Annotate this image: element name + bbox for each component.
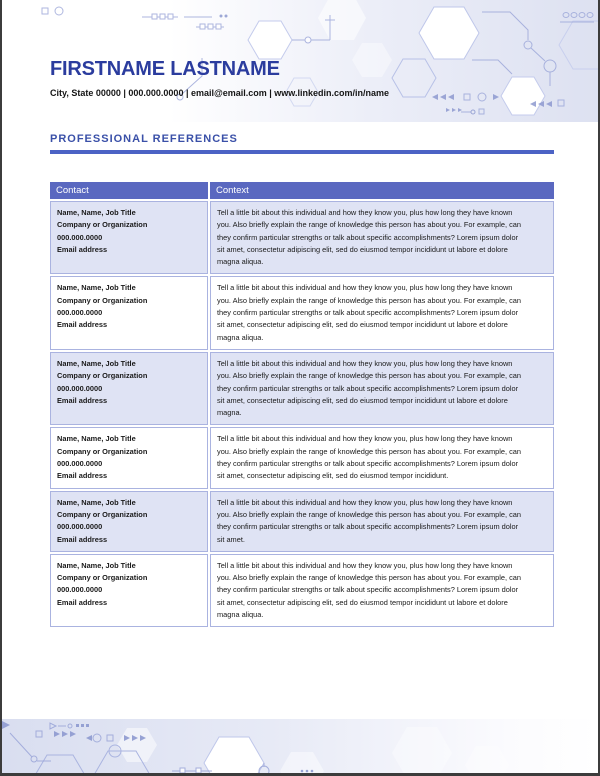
table-row	[50, 491, 554, 552]
table-row	[50, 201, 554, 274]
reference-phone: 000.000.0000	[57, 459, 103, 469]
contact-cell	[50, 427, 208, 488]
section-title: PROFESSIONAL REFERENCES	[50, 133, 238, 145]
header-banner	[2, 0, 598, 122]
reference-company: Company or Organization	[57, 371, 148, 381]
footer-banner	[2, 719, 598, 773]
reference-name: Name, Name, Job Title	[57, 283, 136, 293]
reference-email: Email address	[57, 534, 108, 544]
table-row	[50, 276, 554, 349]
reference-company: Company or Organization	[57, 295, 148, 305]
reference-company: Company or Organization	[57, 446, 148, 456]
contact-cell	[50, 352, 208, 425]
context-cell: Tell a little bit about this individual and how they know you, plus how long they have known you. Also briefly explain the range of knowledge this person has about you. For example, can they confirm particular strengths or talk about specific accomplishments? Lorem ipsum dolor sit amet, consectetur adipiscing elit, sed do eiusmod tempor incididunt ut labore et dolore magna aliqua.	[210, 201, 554, 274]
reference-email: Email address	[57, 471, 108, 481]
reference-phone: 000.000.0000	[57, 585, 103, 595]
reference-phone: 000.000.0000	[57, 383, 103, 393]
reference-email: Email address	[57, 320, 108, 330]
reference-phone: 000.000.0000	[57, 308, 103, 318]
reference-phone: 000.000.0000	[57, 522, 103, 532]
contact-cell	[50, 491, 208, 552]
circuit-pattern-footer-icon	[2, 719, 600, 773]
contact-line: City, State 00000 | 000.000.0000 | email@email.com | www.linkedin.com/in/name	[50, 88, 389, 98]
column-header-context: Context	[210, 182, 554, 199]
context-cell: Tell a little bit about this individual and how they know you, plus how long they have known you. Also briefly explain the range of knowledge this person has about you. For example, can they confirm particular strengths or talk about specific accomplishments? Lorem ipsum dolor sit amet, consectetur adipiscing elit, sed do eiusmod tempor incididunt ut labore et dolore magna aliqua.	[210, 554, 554, 627]
contact-cell	[50, 554, 208, 627]
reference-name: Name, Name, Job Title	[57, 434, 136, 444]
reference-name: Name, Name, Job Title	[57, 358, 136, 368]
person-name: FIRSTNAME LASTNAME	[50, 58, 280, 80]
context-cell: Tell a little bit about this individual and how they know you, plus how long they have known you. Also briefly explain the range of knowledge this person has about you. For example, can they confirm particular strengths or talk about specific accomplishments? Lorem ipsum dolor sit amet, consectetur adipiscing elit, sed do eiusmod tempor incididunt ut labore et dolore magna.	[210, 352, 554, 425]
reference-phone: 000.000.0000	[57, 232, 103, 242]
references-table	[48, 180, 556, 629]
section-rule	[50, 150, 554, 154]
reference-email: Email address	[57, 597, 108, 607]
reference-name: Name, Name, Job Title	[57, 560, 136, 570]
reference-email: Email address	[57, 395, 108, 405]
context-cell: Tell a little bit about this individual and how they know you, plus how long they have known you. Also briefly explain the range of knowledge this person has about you. For example, can they confirm particular strengths or talk about specific accomplishments? Lorem ipsum dolor sit amet, consectetur adipiscing elit, sed do eiusmod tempor incididunt ut labore et dolore magna aliqua.	[210, 276, 554, 349]
table-row	[50, 352, 554, 425]
contact-cell	[50, 201, 208, 274]
reference-email: Email address	[57, 244, 108, 254]
reference-name: Name, Name, Job Title	[57, 208, 136, 217]
table-row	[50, 427, 554, 488]
table-header-row	[50, 182, 554, 199]
contact-cell	[50, 276, 208, 349]
reference-name: Name, Name, Job Title	[57, 497, 136, 507]
reference-company: Company or Organization	[57, 509, 148, 519]
reference-company: Company or Organization	[57, 573, 148, 583]
header-text-block	[50, 58, 389, 98]
main-content	[50, 122, 554, 629]
reference-company: Company or Organization	[57, 220, 148, 230]
context-cell: Tell a little bit about this individual and how they know you, plus how long they have known you. Also briefly explain the range of knowledge this person has about you. For example, can they confirm particular strengths or talk about specific accomplishments? Lorem ipsum dolor sit amet, consectetur adipiscing elit, sed do eiusmod tempor incididunt.	[210, 427, 554, 488]
table-row	[50, 554, 554, 627]
context-cell: Tell a little bit about this individual and how they know you, plus how long they have known you. Also briefly explain the range of knowledge this person has about you. For example, can they confirm particular strengths or talk about specific accomplishments? Lorem ipsum dolor sit amet.	[210, 491, 554, 552]
column-header-contact: Contact	[50, 182, 208, 199]
